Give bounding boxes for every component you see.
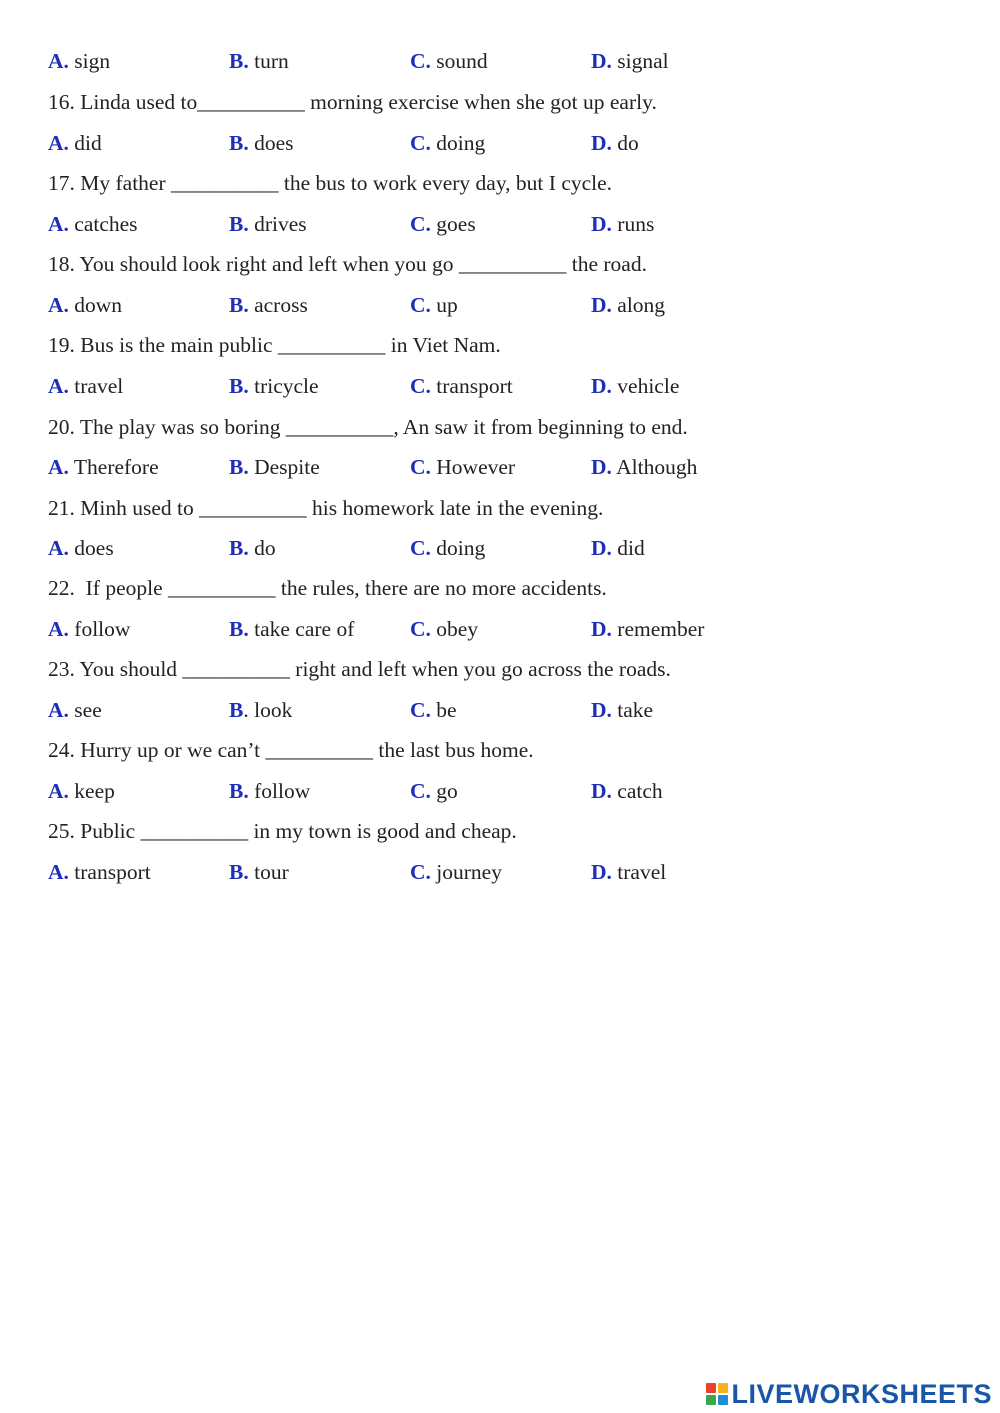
option-c[interactable]: C. up <box>410 293 458 317</box>
option-a[interactable]: A. did <box>48 131 102 155</box>
question-text: 18. You should look right and left when you go __________ the road. <box>48 252 647 276</box>
option-b[interactable]: B. does <box>229 131 294 155</box>
option-d[interactable]: D. take <box>591 698 654 722</box>
options-row-22 <box>48 614 968 644</box>
option-c[interactable]: C. transport <box>410 374 513 398</box>
option-c[interactable]: C. obey <box>410 617 479 641</box>
question-23 <box>48 654 968 684</box>
option-d[interactable]: D. remember <box>591 617 705 641</box>
option-a[interactable]: A. travel <box>48 374 124 398</box>
option-c[interactable]: C. However <box>410 455 516 479</box>
option-b[interactable]: B. drives <box>229 212 307 236</box>
option-b[interactable]: B. tricycle <box>229 374 319 398</box>
option-d[interactable]: D. runs <box>591 212 655 236</box>
question-text: 21. Minh used to __________ his homework late in the evening. <box>48 496 604 520</box>
option-b[interactable]: B. tour <box>229 860 289 884</box>
option-d[interactable]: D. do <box>591 131 639 155</box>
options-row-24 <box>48 776 968 806</box>
option-b[interactable]: B. across <box>229 293 308 317</box>
option-a[interactable]: A. Therefore <box>48 455 159 479</box>
option-a[interactable]: A. down <box>48 293 123 317</box>
option-c[interactable]: C. sound <box>410 49 488 73</box>
question-text: 22. If people __________ the rules, there are no more accidents. <box>48 576 607 600</box>
question-text: 16. Linda used to__________ morning exercise when she got up early. <box>48 90 657 114</box>
question-text: 20. The play was so boring __________, An saw it from beginning to end. <box>48 415 688 439</box>
liveworksheets-branding[interactable] <box>706 1379 992 1409</box>
options-row-20 <box>48 452 968 482</box>
logo-square-3 <box>706 1395 716 1405</box>
option-a[interactable]: A. does <box>48 536 114 560</box>
options-row-19 <box>48 371 968 401</box>
option-d[interactable]: D. catch <box>591 779 663 803</box>
option-c[interactable]: C. doing <box>410 131 486 155</box>
options-row-21 <box>48 533 968 563</box>
question-text: 23. You should __________ right and left when you go across the roads. <box>48 657 671 681</box>
option-a[interactable]: A. catches <box>48 212 138 236</box>
option-c[interactable]: C. doing <box>410 536 486 560</box>
question-text: 17. My father __________ the bus to work every day, but I cycle. <box>48 171 613 195</box>
option-d[interactable]: D. Although <box>591 455 698 479</box>
options-row-25 <box>48 857 968 887</box>
question-25 <box>48 816 968 846</box>
question-18 <box>48 249 968 279</box>
option-b[interactable]: B. take care of <box>229 617 355 641</box>
question-17 <box>48 168 968 198</box>
options-row-15 <box>48 46 968 76</box>
option-d[interactable]: D. travel <box>591 860 667 884</box>
options-row-17 <box>48 209 968 239</box>
logo-square-4 <box>718 1395 728 1405</box>
option-c[interactable]: C. be <box>410 698 457 722</box>
option-d[interactable]: D. did <box>591 536 645 560</box>
option-a[interactable]: A. keep <box>48 779 115 803</box>
option-a[interactable]: A. follow <box>48 617 131 641</box>
logo-square-1 <box>706 1383 716 1393</box>
question-text: 25. Public __________ in my town is good and cheap. <box>48 819 517 843</box>
options-row-23 <box>48 695 968 725</box>
option-b[interactable]: B. follow <box>229 779 311 803</box>
option-d[interactable]: D. vehicle <box>591 374 680 398</box>
option-a[interactable]: A. see <box>48 698 102 722</box>
option-d[interactable]: D. along <box>591 293 666 317</box>
option-b[interactable]: B. turn <box>229 49 289 73</box>
question-20 <box>48 412 968 442</box>
logo-square-2 <box>718 1383 728 1393</box>
question-text: 19. Bus is the main public __________ in Viet Nam. <box>48 333 501 357</box>
question-24 <box>48 735 968 765</box>
option-b[interactable]: B. Despite <box>229 455 320 479</box>
option-d[interactable]: D. signal <box>591 49 669 73</box>
question-text: 24. Hurry up or we can’t __________ the last bus home. <box>48 738 534 762</box>
question-16 <box>48 87 968 117</box>
option-b[interactable]: B. look <box>229 698 293 722</box>
question-19 <box>48 330 968 360</box>
question-22 <box>48 573 968 603</box>
option-c[interactable]: C. journey <box>410 860 502 884</box>
options-row-16 <box>48 128 968 158</box>
option-a[interactable]: A. transport <box>48 860 151 884</box>
option-a[interactable]: A. sign <box>48 49 111 73</box>
liveworksheets-logo-icon <box>706 1383 728 1405</box>
options-row-18 <box>48 290 968 320</box>
option-c[interactable]: C. go <box>410 779 458 803</box>
option-b[interactable]: B. do <box>229 536 276 560</box>
question-21 <box>48 493 968 523</box>
option-c[interactable]: C. goes <box>410 212 476 236</box>
brand-name: LIVEWORKSHEETS <box>731 1379 992 1409</box>
